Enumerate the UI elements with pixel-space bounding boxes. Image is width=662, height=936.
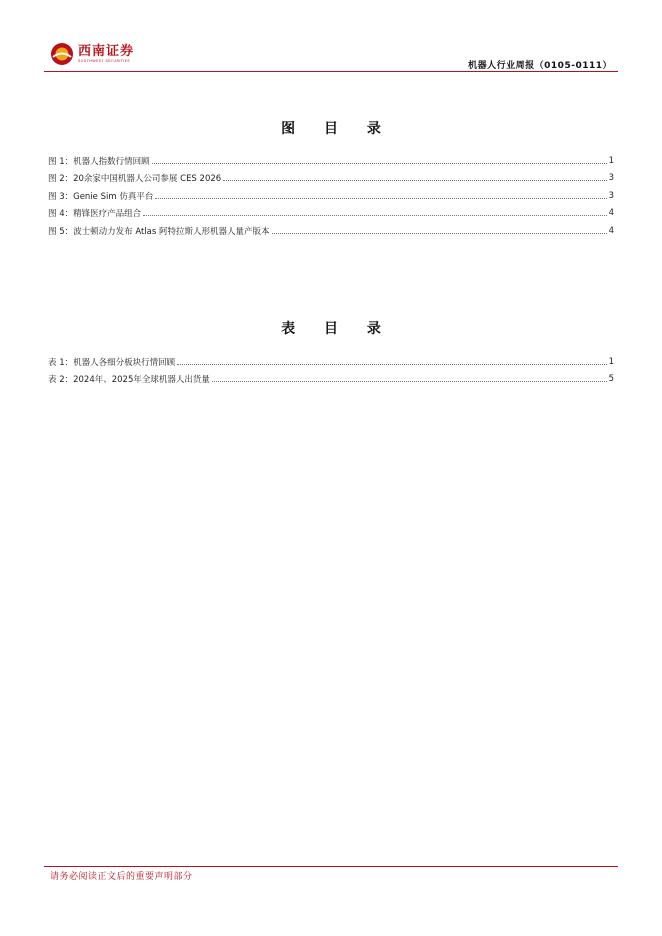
toc-entry[interactable] [48,170,614,188]
toc-dot-leader [155,198,606,199]
toc-entry[interactable] [48,371,614,389]
company-logo [50,40,134,68]
toc-entry[interactable] [48,152,614,170]
toc-entry-label: 图 1：机器人指数行情回顾 [48,156,150,167]
figures-toc-list [48,152,614,240]
figures-toc-title: 图 目 录 [281,121,393,137]
toc-entry-page: 3 [608,190,614,201]
toc-entry-page: 1 [608,155,614,166]
disclaimer-note: 请务必阅读正文后的重要声明部分 [50,872,193,882]
toc-entry-label: 图 5：波士顿动力发布 Atlas 阿特拉斯人形机器人量产版本 [48,226,270,237]
toc-dot-leader [212,381,607,382]
toc-entry[interactable] [48,353,614,371]
toc-entry-label: 图 4：精锋医疗产品组合 [48,209,142,220]
tables-toc-list [48,353,614,388]
toc-entry-page: 3 [608,173,614,184]
toc-entry[interactable] [48,222,614,240]
toc-entry-page: 4 [608,208,614,219]
toc-entry-page: 5 [608,374,614,385]
logo-name-cn: 西南证券 [78,43,135,59]
toc-entry[interactable] [48,187,614,205]
toc-entry[interactable] [48,205,614,223]
toc-entry-label: 图 3：Genie Sim 仿真平台 [48,191,154,202]
toc-entry-page: 1 [608,356,614,367]
toc-dot-leader [272,233,607,234]
logo-emblem-icon [50,42,74,66]
toc-entry-label: 图 2：20余家中国机器人公司参展 CES 2026 [48,174,222,185]
toc-dot-leader [223,180,606,181]
toc-entry-page: 4 [608,225,614,236]
toc-dot-leader [152,163,607,164]
toc-dot-leader [177,364,606,365]
footer-divider [44,866,618,867]
report-title: 机器人行业周报（0105-0111） [468,61,612,71]
logo-name-en: SOUTHWEST SECURITIES [78,58,130,63]
tables-toc-title: 表 目 录 [281,321,393,337]
toc-dot-leader [143,215,606,216]
toc-entry-label: 表 1：机器人各细分板块行情回顾 [48,357,176,368]
toc-entry-label: 表 2：2024年、2025年全球机器人出货量 [48,375,210,386]
header-divider [44,71,618,72]
